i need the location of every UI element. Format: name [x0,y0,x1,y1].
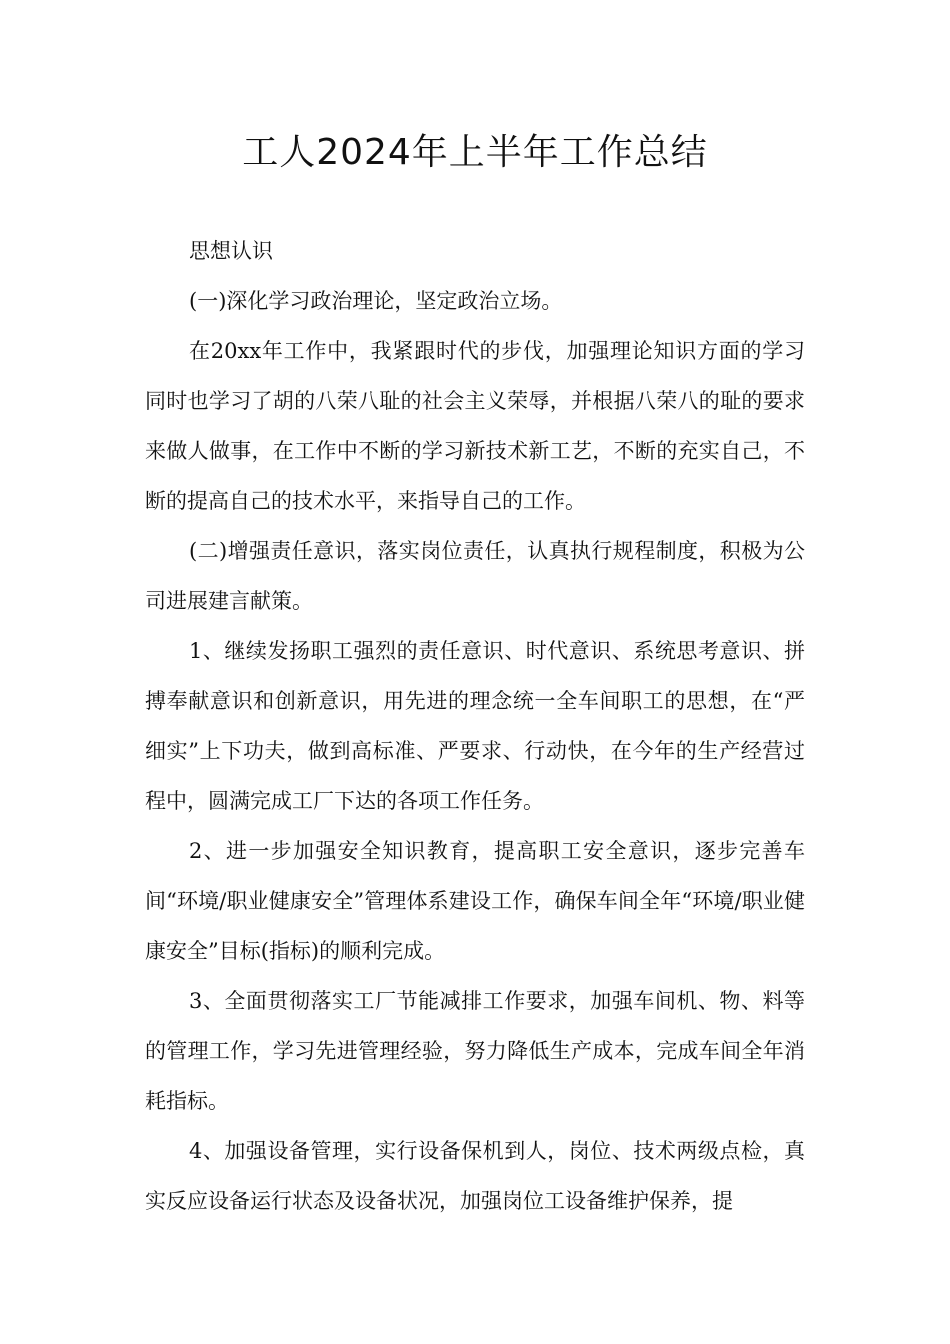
paragraph-heading-thought: 思想认识 [189,239,273,263]
paragraph-item-3: 3、全面贯彻落实工厂节能减排工作要求，加强车间机、物、料等的管理工作，学习先进管理经验，努力降低生产成本，完成车间全年消耗指标。 [145,989,805,1113]
paragraph-study: 在20xx年工作中，我紧跟时代的步伐，加强理论知识方面的学习同时也学习了胡的八荣八耻的社会主义荣辱，并根据八荣八的耻的要求来做人做事，在工作中不断的学习新技术新工艺，不断的充实自己，不断的提高自己的技术水平，来指导自己的工作。 [145,339,805,513]
paragraph-item-1: 1、继续发扬职工强烈的责任意识、时代意识、系统思考意识、拼搏奉献意识和创新意识，用先进的理念统一全车间职工的思想，在“严细实”上下功夫，做到高标准、严要求、行动快，在今年的生产经营过程中，圆满完成工厂下达的各项工作任务。 [145,639,805,813]
paragraph-section-one: (一)深化学习政治理论，坚定政治立场。 [189,289,563,313]
paragraph-item-4: 4、加强设备管理，实行设备保机到人，岗位、技术两级点检，真实反应设备运行状态及设备状况，加强岗位工设备维护保养，提 [145,1139,805,1213]
paragraph-section-two: (二)增强责任意识，落实岗位责任，认真执行规程制度，积极为公司进展建言献策。 [145,539,805,613]
document-body [145,226,805,1226]
paragraph-item-2: 2、进一步加强安全知识教育，提高职工安全意识，逐步完善车间“环境/职业健康安全”管理体系建设工作，确保车间全年“环境/职业健康安全”目标(指标)的顺利完成。 [145,839,805,963]
document-title: 工人2024年上半年工作总结 [242,132,708,173]
